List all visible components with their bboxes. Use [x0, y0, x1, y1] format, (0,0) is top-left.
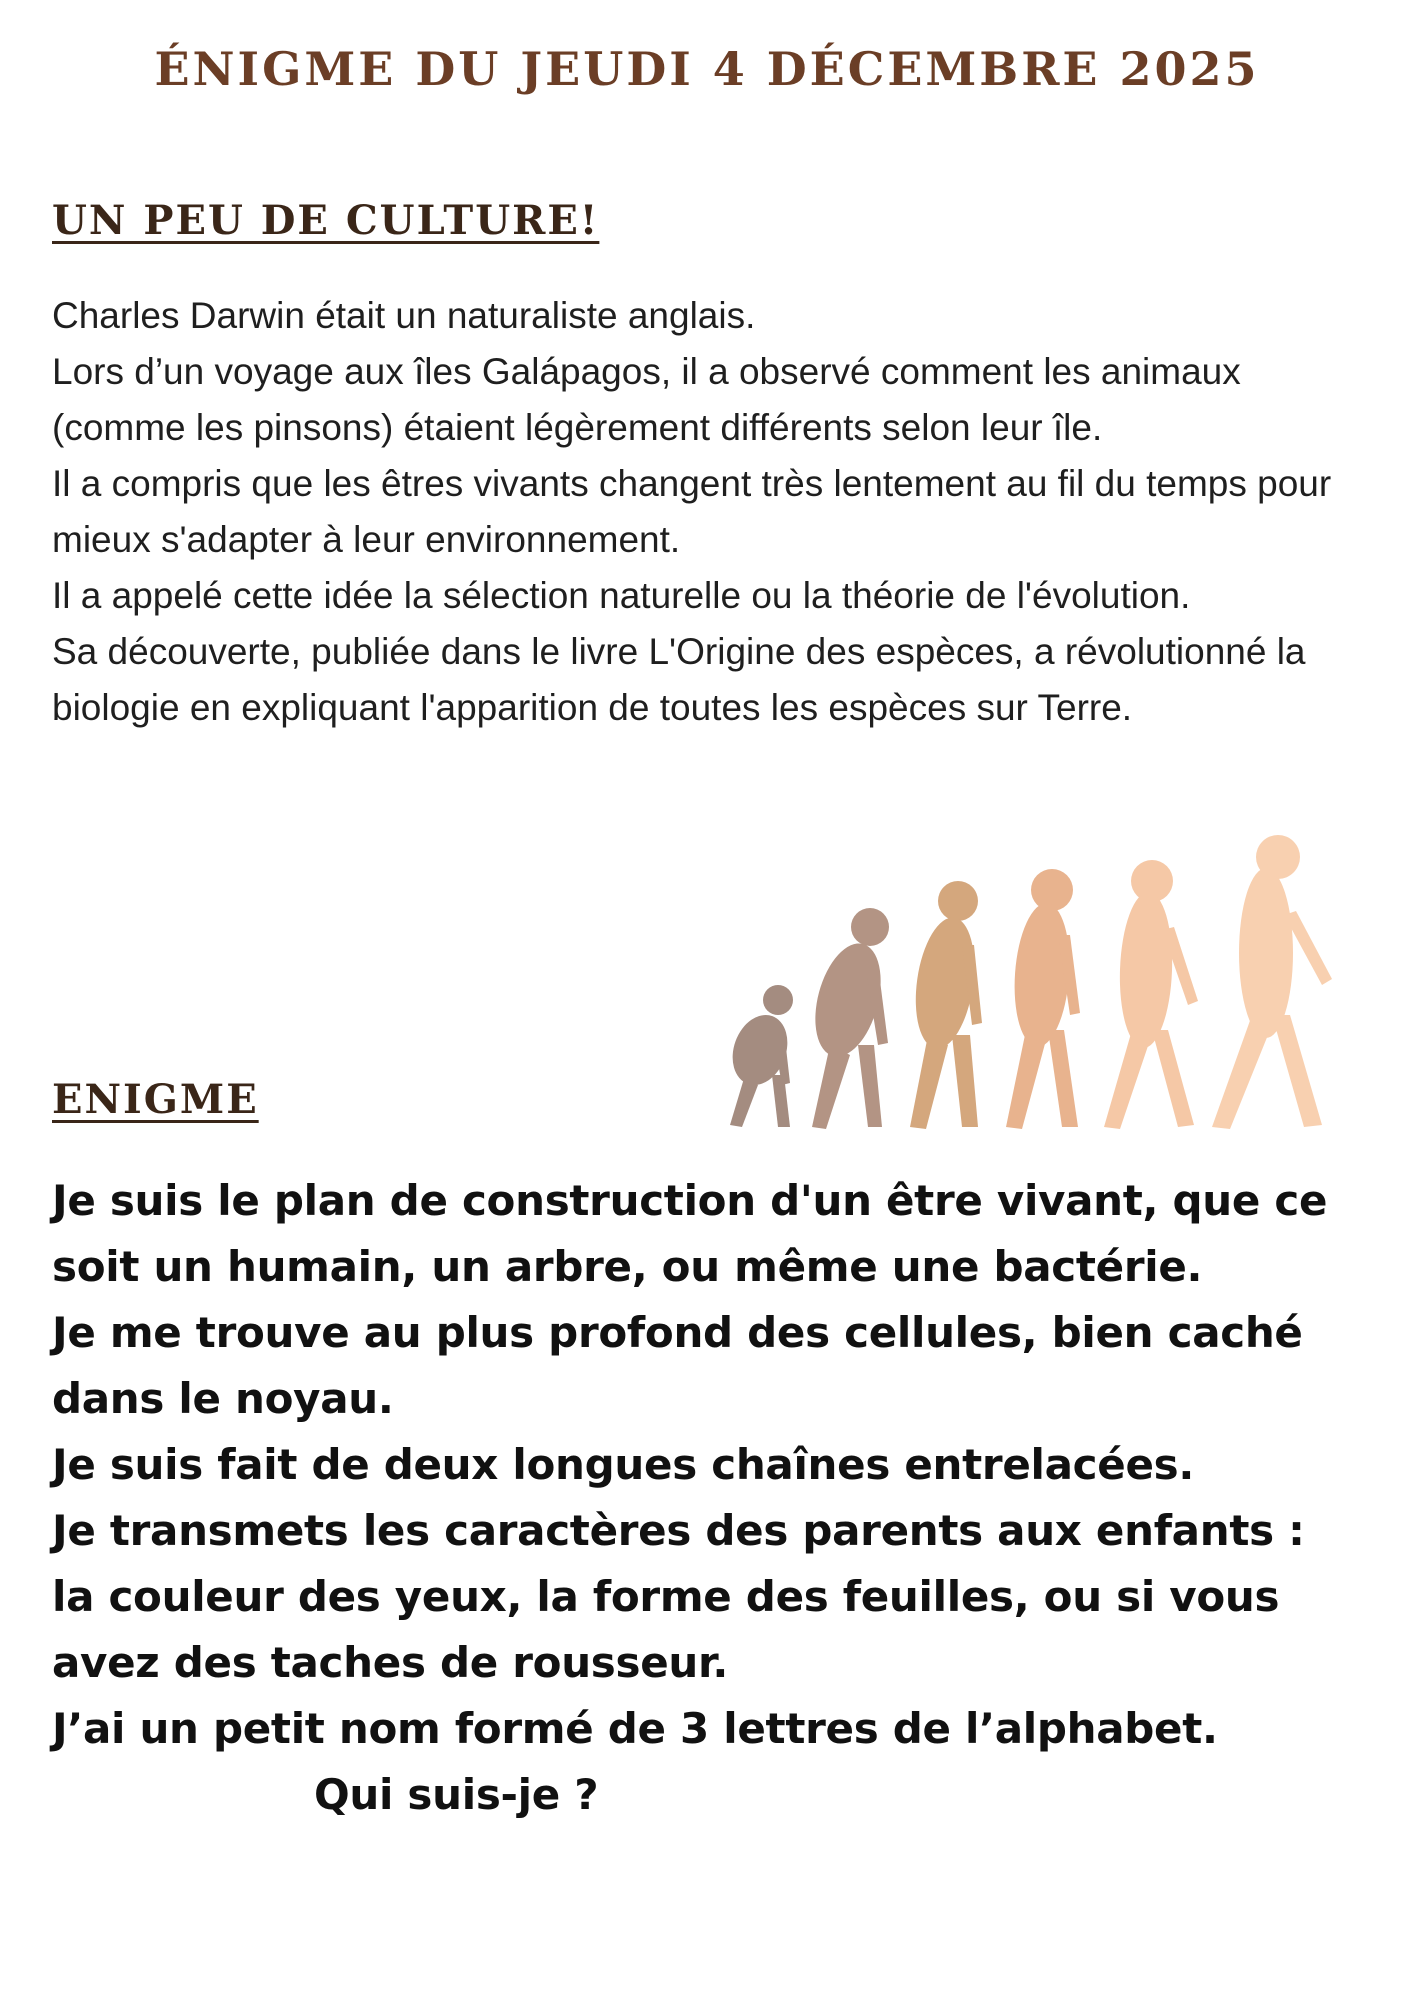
- evolution-figure-4: [1006, 869, 1080, 1129]
- evolution-figure-3: [908, 881, 982, 1129]
- culture-paragraph: Il a compris que les êtres vivants changent très lentement au fil du temps pour mieux s'adapter à leur environnement.: [52, 463, 1332, 560]
- riddle-line: la couleur des yeux, la forme des feuilles, ou si vous: [52, 1572, 1280, 1621]
- riddle-text: [52, 1168, 1382, 1828]
- riddle-line: Je suis fait de deux longues chaînes entrelacées.: [52, 1440, 1194, 1489]
- culture-paragraph: Il a appelé cette idée la sélection naturelle ou la théorie de l'évolution.: [52, 575, 1191, 616]
- riddle-line: dans le noyau.: [52, 1374, 394, 1423]
- riddle-question: Qui suis-je ?: [314, 1770, 599, 1819]
- culture-heading: UN PEU DE CULTURE!: [52, 197, 600, 244]
- riddle-line: avez des taches de rousseur.: [52, 1638, 729, 1687]
- page-title: ÉNIGME DU JEUDI 4 DÉCEMBRE 2025: [154, 42, 1260, 96]
- riddle-line: Je transmets les caractères des parents aux enfants :: [52, 1506, 1305, 1555]
- riddle-line: Je suis le plan de construction d'un être vivant, que ce: [52, 1176, 1328, 1225]
- evolution-figure-5: [1104, 860, 1198, 1129]
- riddle-line: J’ai un petit nom formé de 3 lettres de l’alphabet.: [52, 1704, 1218, 1753]
- evolution-figure-6: [1212, 835, 1332, 1129]
- human-evolution-icon: [700, 835, 1360, 1135]
- culture-paragraph: Charles Darwin était un naturaliste anglais.: [52, 295, 756, 336]
- culture-paragraph: Sa découverte, publiée dans le livre L'Origine des espèces, a révolutionné la biologie en expliquant l'apparition de toutes les espèces sur Terre.: [52, 631, 1306, 728]
- culture-text: [52, 288, 1372, 736]
- enigme-heading: ENIGME: [52, 1076, 259, 1123]
- evolution-figure-1: [723, 985, 796, 1127]
- riddle-line: Je me trouve au plus profond des cellules, bien caché: [52, 1308, 1303, 1357]
- culture-paragraph: Lors d’un voyage aux îles Galápagos, il a observé comment les animaux (comme les pinsons) étaient légèrement différents selon leur île.: [52, 351, 1241, 448]
- riddle-line: soit un humain, un arbre, ou même une bactérie.: [52, 1242, 1203, 1291]
- evolution-figure-2: [804, 908, 892, 1129]
